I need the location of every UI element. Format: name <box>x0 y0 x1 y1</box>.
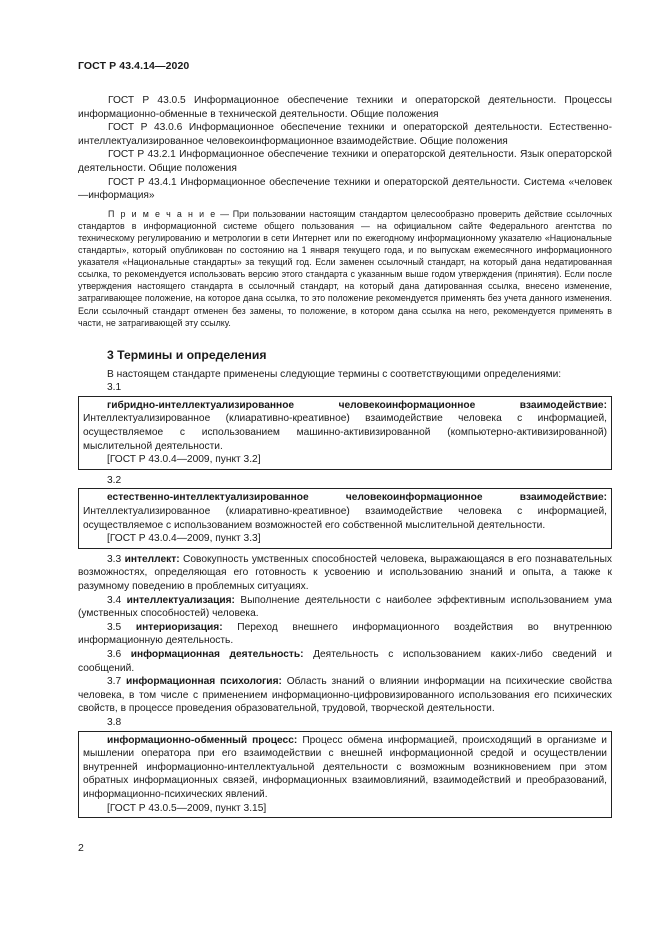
section-title: 3 Термины и определения <box>107 347 267 362</box>
term-number: 3.6 <box>107 648 122 660</box>
note-text: — При пользовании настоящим стандартом целесообразно проверить действие ссылочных стандартов в информационной системе общего пользования — на официальном сайте Федерального агентства по техническому регулированию и метрологии в сети Интернет или по ежегодному информационному указателю «Национальные стандарты», который опубликован по состоянию на 1 января текущего года, и по выпускам ежемесячного информационного указателя «Национальные стандарты» за текущий год. Если заменен ссылочный стандарт, на который дана недатированная ссылка, то рекомендуется использовать версию этого стандарта с указанным выше годом утверждения (принятия). Если после утверждения настоящего стандарта в ссылочный стандарт, на который дана датированная ссылка, внесено изменение, затрагивающее положение, на которое дана ссылка, то это положение рекомендуется применять без учета данного изменения. Если ссылочный стандарт отменен без замены, то положение, в котором дана ссылка на него, рекомендуется применять в части, не затрагивающей эту ссылку. <box>78 208 613 328</box>
note-paragraph <box>78 208 612 329</box>
document-header: ГОСТ Р 43.4.14—2020 <box>78 60 190 72</box>
term-name: интериоризация: <box>135 621 223 633</box>
term-definition <box>78 648 612 675</box>
term-number: 3.5 <box>107 621 122 633</box>
term-number: 3.2 <box>107 474 122 486</box>
term-name: естественно-интеллектуализированное человекоинформационное взаимодействие: <box>107 492 607 504</box>
term-text: Деятельность с использованием каких-либо сведений и сообщений. <box>78 648 612 674</box>
page-number: 2 <box>78 842 84 854</box>
term-box <box>78 731 612 819</box>
term-definition <box>78 594 612 621</box>
term-source: [ГОСТ Р 43.0.4—2009, пункт 3.2] <box>107 454 261 466</box>
term-definition <box>83 491 607 532</box>
reference-item: ГОСТ Р 43.2.1 Информационное обеспечение техники и операторской деятельности. Язык операторской деятельности. Общие положения <box>78 149 612 174</box>
term-text: Переход внешнего информационного воздействия во внутреннюю информационную деятельность. <box>78 621 612 647</box>
term-name: информационная деятельность: <box>130 648 304 660</box>
term-text: Интеллектуализированное (клиаративно-креативное) взаимодействие человека с информацией, осуществляемое с использованием возможностей его собственной мыслительной деятельности. <box>83 506 607 531</box>
term-definition <box>83 399 607 453</box>
term-definition <box>78 553 612 594</box>
term-number: 3.4 <box>107 594 122 606</box>
page-content <box>78 94 612 822</box>
term-text: Выполнение деятельности с наиболее эффективным использованием ума (умственных способностей) человека. <box>78 594 612 620</box>
term-number: 3.3 <box>107 553 122 565</box>
term-text: Область знаний о влиянии информации на психические свойства человека, в том числе с применением информационно-цифровизированного использования его психических свойств, в процессе проведения образовательной, трудовой, творческой деятельности. <box>78 676 612 715</box>
term-box <box>78 488 612 548</box>
term-definition <box>78 675 612 716</box>
term-text: Совокупность умственных способностей человека, выражающаяся в его познавательных возможностях, определяющая его готовность к усвоению и использованию знаний и опыта, а также к разумному поведению в проблемных ситуациях. <box>78 553 612 592</box>
term-source: [ГОСТ Р 43.0.5—2009, пункт 3.15] <box>107 802 267 814</box>
reference-item: ГОСТ Р 43.4.1 Информационное обеспечение техники и операторской деятельности. Система «человек—информация» <box>78 176 612 202</box>
term-number: 3.1 <box>107 382 122 394</box>
term-number: 3.8 <box>107 716 122 728</box>
reference-item: ГОСТ Р 43.0.5 Информационное обеспечение техники и операторской деятельности. Процессы информационно-обменные в технической деятельности. Общие положения <box>78 95 612 120</box>
note-label: П р и м е ч а н и е <box>108 208 217 219</box>
term-name: интеллектуализация: <box>126 594 235 606</box>
reference-item: ГОСТ Р 43.0.6 Информационное обеспечение техники и операторской деятельности. Естественно-интеллектуализированное человекоинформационное взаимодействие. Общие положения <box>78 122 612 147</box>
term-name: интеллект: <box>124 553 180 565</box>
term-name: информационно-обменный процесс: <box>107 734 298 746</box>
term-name: гибридно-интеллектуализированное человекоинформационное взаимодействие: <box>107 399 607 411</box>
term-text: Интеллектуализированное (клиаративно-креативное) взаимодействие человека с информацией, осуществляемое с использованием машинно-активизированной (компьютерно-активизированной) мыслительной деятельности. <box>83 413 607 452</box>
section-intro: В настоящем стандарте применены следующие термины с соответствующими определениями: <box>107 368 562 380</box>
term-name: информационная психология: <box>125 676 282 688</box>
term-definition <box>78 621 612 648</box>
term-source: [ГОСТ Р 43.0.4—2009, пункт 3.3] <box>107 533 261 545</box>
term-text: Процесс обмена информацией, происходящий в организме и мышлении оператора при его взаимодействии с внешней информационной средой и осуществлении внутренней информационно-интеллектуальной деятельности с возможным возникновением при этом обратных информационных связей, информационных взаимовлияний, взаимодействий и преобразований, информационно-психических явлений. <box>83 734 608 800</box>
term-definition <box>83 734 607 802</box>
term-box <box>78 396 612 470</box>
term-number: 3.7 <box>107 676 122 688</box>
